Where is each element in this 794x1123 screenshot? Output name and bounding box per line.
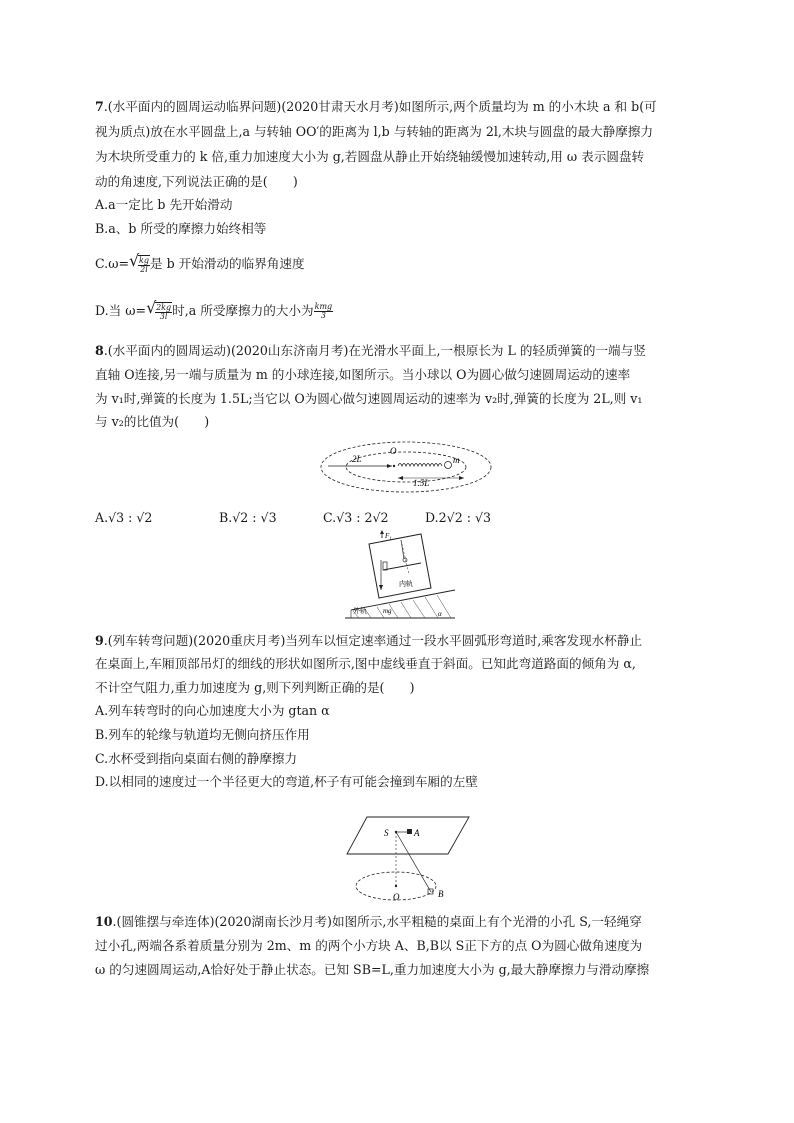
q7-option-a: A.a一定比 b 先开始滑动 — [95, 197, 233, 212]
q10-label-S: S — [384, 828, 389, 838]
q7-line-3: 为木块所受重力的 k 倍,重力加速度大小为 g,若圆盘从静止开始绕轴缓慢加速转动,用 ω 表示圆盘转 — [95, 149, 645, 164]
q10-number: 10 — [95, 914, 113, 929]
q10-label-B: B — [438, 889, 444, 899]
q10-label-O: O — [393, 892, 400, 902]
q9-option-d: D.以相同的速度过一个半径更大的弯道,杯子有可能会撞到车厢的左壁 — [95, 774, 478, 789]
q8-label-m: m — [453, 455, 460, 465]
q7-line-1: 7.(水平面内的圆周运动临界问题)(2020甘肃天水月考)如图所示,两个质量均为 m 的小木块 a 和 b(可 — [95, 99, 657, 114]
q8-label-O: O — [390, 446, 397, 456]
q8-label-1-5L: 1.5L — [413, 478, 430, 488]
q8-label-2L: 2L — [352, 454, 362, 464]
q7-line-4: 动的角速度,下列说法正确的是( ) — [95, 174, 298, 189]
q10-line-3: ω 的匀速圆周运动,A恰好处于静止状态。已知 SB=L,重力加速度大小为 g,最大静摩擦力与滑动摩擦 — [95, 962, 650, 977]
q8-option-c: C.√3 : 2√2 — [323, 510, 389, 525]
q9-line-2: 在桌面上,车厢顶部吊灯的细线的形状如图所示,图中虚线垂直于斜面。已知此弯道路面的倾角为 α, — [95, 656, 636, 671]
fraction: $\frac{\text{kmg}}{3}$ — [314, 302, 333, 320]
q8-line-1: 8.(水平面内的圆周运动)(2020山东济南月考)在光滑水平面上,一根原长为 L 的轻质弹簧的一端与竖 — [95, 343, 646, 358]
q7-number: 7 — [95, 99, 104, 114]
q8-number: 8 — [95, 343, 104, 358]
sqrt-expression: √ $\frac{kg}{2l}$ — [129, 251, 149, 274]
q9-option-b: B.列车的轮缘与轨道均无侧向挤压作用 — [95, 727, 310, 742]
q8-option-b: B.√2 : √3 — [219, 510, 277, 525]
q10-conical-pendulum-figure — [345, 812, 470, 908]
q10-line-2: 过小孔,两端各系着质量分别为 2m、m 的两个小方块 A、B,B以 S正下方的点 O为圆心做角速度为 — [95, 938, 643, 953]
q9-line-1: 9.(列车转弯问题)(2020重庆月考)当列车以恒定速率通过一段水平圆弧形弯道时,乘客发现水杯静止 — [95, 633, 643, 648]
q9-number: 9 — [95, 633, 104, 648]
q9-line-3: 不计空气阻力,重力加速度为 g,则下列判断正确的是( ) — [95, 680, 415, 695]
q8-line-2: 直轴 O连接,另一端与质量为 m 的小球连接,如图所示。当小球以 O为圆心做匀速圆周运动的速率 — [95, 367, 631, 382]
q8-line-3: 为 v₁时,弹簧的长度为 1.5L;当它以 O为圆心做匀速圆周运动的速率为 v₂时,弹簧的长度为 2L,则 v₁ — [95, 391, 643, 406]
q8-spring-figure — [318, 440, 493, 496]
q10-line-1: 10.(圆锥摆与牵连体)(2020湖南长沙月考)如图所示,水平粗糙的桌面上有个光滑的小孔 S,一轻绳穿 — [95, 914, 642, 929]
q8-option-a: A.√3 : √2 — [95, 510, 153, 525]
q9-train-figure — [343, 530, 458, 622]
q7-option-d: D.当 ω= √ $\frac{2kg}{3l}$ 时,a 所受摩擦力的大小为 $\frac{\text{kmg}}{3}$ — [95, 298, 333, 321]
q7-line-2: 视为质点)放在水平圆盘上,a 与转轴 OO′的距离为 l,b 与转轴的距离为 2l,木块与圆盘的最大静摩擦力 — [95, 124, 654, 139]
q9-label-alpha: α — [438, 610, 442, 618]
q8-line-4: 与 v₂的比值为( ) — [95, 414, 210, 429]
q9-label-inner: 内轨 — [399, 581, 413, 588]
q7-option-c: C.ω= √ $\frac{kg}{2l}$ 是 b 开始滑动的临界角速度 — [95, 251, 305, 274]
q10-label-A: A — [414, 828, 420, 838]
q7-option-b: B.a、b 所受的摩擦力始终相等 — [95, 221, 267, 236]
q9-label-outer: 外轨 — [353, 608, 367, 615]
q8-option-d: D.2√2 : √3 — [425, 510, 491, 525]
q9-option-c: C.水杯受到指向桌面右侧的静摩擦力 — [95, 751, 298, 766]
q9-label-F: F₁ — [385, 532, 392, 540]
sqrt-expression: √ $\frac{2kg}{3l}$ — [146, 298, 172, 321]
q9-option-a: A.列车转弯时的向心加速度大小为 gtan α — [95, 703, 330, 718]
q9-label-mg: mg — [383, 607, 392, 615]
